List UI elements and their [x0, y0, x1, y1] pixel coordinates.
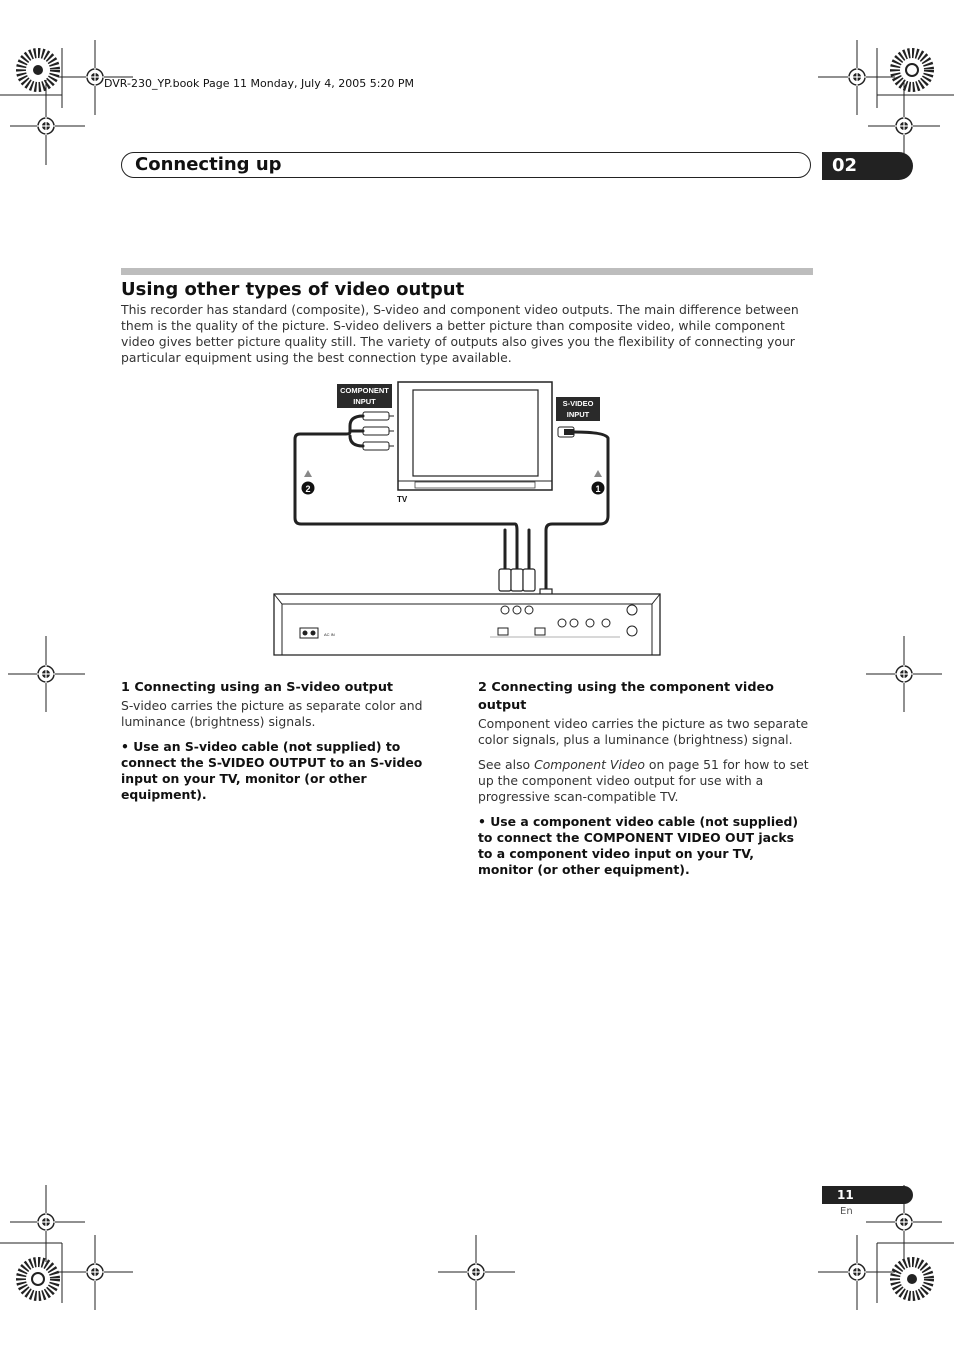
- see-also-reference: Component Video: [534, 757, 645, 772]
- left-column: [121, 679, 455, 812]
- language-code: En: [840, 1206, 853, 1217]
- right-column-instruction: • Use a component video cable (not supplied) to connect the COMPONENT VIDEO OUT jacks to a component video input on your TV, monitor (or other equipment).: [478, 814, 799, 877]
- svideo-plug-tv: [558, 427, 574, 437]
- see-also-prefix: See also: [478, 757, 535, 772]
- right-column-heading: 2 Connecting using the component video output: [478, 680, 774, 713]
- right-column-body: Component video carries the picture as two separate color signals, plus a luminance (brightness) signal.: [478, 716, 809, 747]
- marker-arrow-left: [304, 470, 312, 477]
- right-column: [478, 679, 812, 887]
- chapter-title: Connecting up: [135, 154, 282, 175]
- chapter-number-tab: 02: [822, 152, 913, 180]
- section-title: Using other types of video output: [121, 279, 465, 300]
- left-column-instruction: • Use an S-video cable (not supplied) to connect the S-VIDEO OUTPUT to an S-video input on your TV, monitor (or other equipment).: [121, 739, 423, 802]
- svideo-input-label-line1: S-VIDEO: [562, 399, 594, 408]
- ac-in-label: AC IN: [324, 632, 335, 637]
- left-column-heading: 1 Connecting using an S-video output: [121, 680, 394, 695]
- component-plugs-tv: [363, 412, 394, 450]
- component-plugs-recorder: [499, 569, 535, 591]
- see-also-suffix: on page 51 for how to set up the component video output for use with a progressive scan-compatible TV.: [478, 757, 809, 804]
- component-input-label-line2: INPUT: [353, 397, 376, 406]
- page-number-tab: 11: [822, 1186, 913, 1204]
- connection-diagram: [270, 378, 665, 660]
- print-header-line: DVR-230_YP.book Page 11 Monday, July 4, 2005 5:20 PM: [104, 77, 415, 90]
- marker-number-right: 1: [595, 484, 601, 494]
- section-divider: [121, 268, 813, 275]
- marker-number-left: 2: [305, 484, 311, 494]
- component-input-label-line1: COMPONENT: [340, 386, 389, 395]
- right-column-see-also: [478, 757, 812, 805]
- tv-label: TV: [397, 495, 408, 504]
- recorder-rear-panel: [274, 594, 660, 655]
- section-intro-paragraph: This recorder has standard (composite), S-video and component video outputs. The main difference between them is the quality of the picture. S-video delivers a better picture than composite video, while component video gives better picture quality still. The variety of outputs also gives you the flexibility of connecting your particular equipment using the best connection type available.: [121, 302, 799, 365]
- tv-illustration: [398, 382, 552, 490]
- svideo-input-label-line2: INPUT: [566, 410, 590, 419]
- left-column-body: S-video carries the picture as separate color and luminance (brightness) signals.: [121, 698, 423, 729]
- marker-arrow-right: [594, 470, 602, 477]
